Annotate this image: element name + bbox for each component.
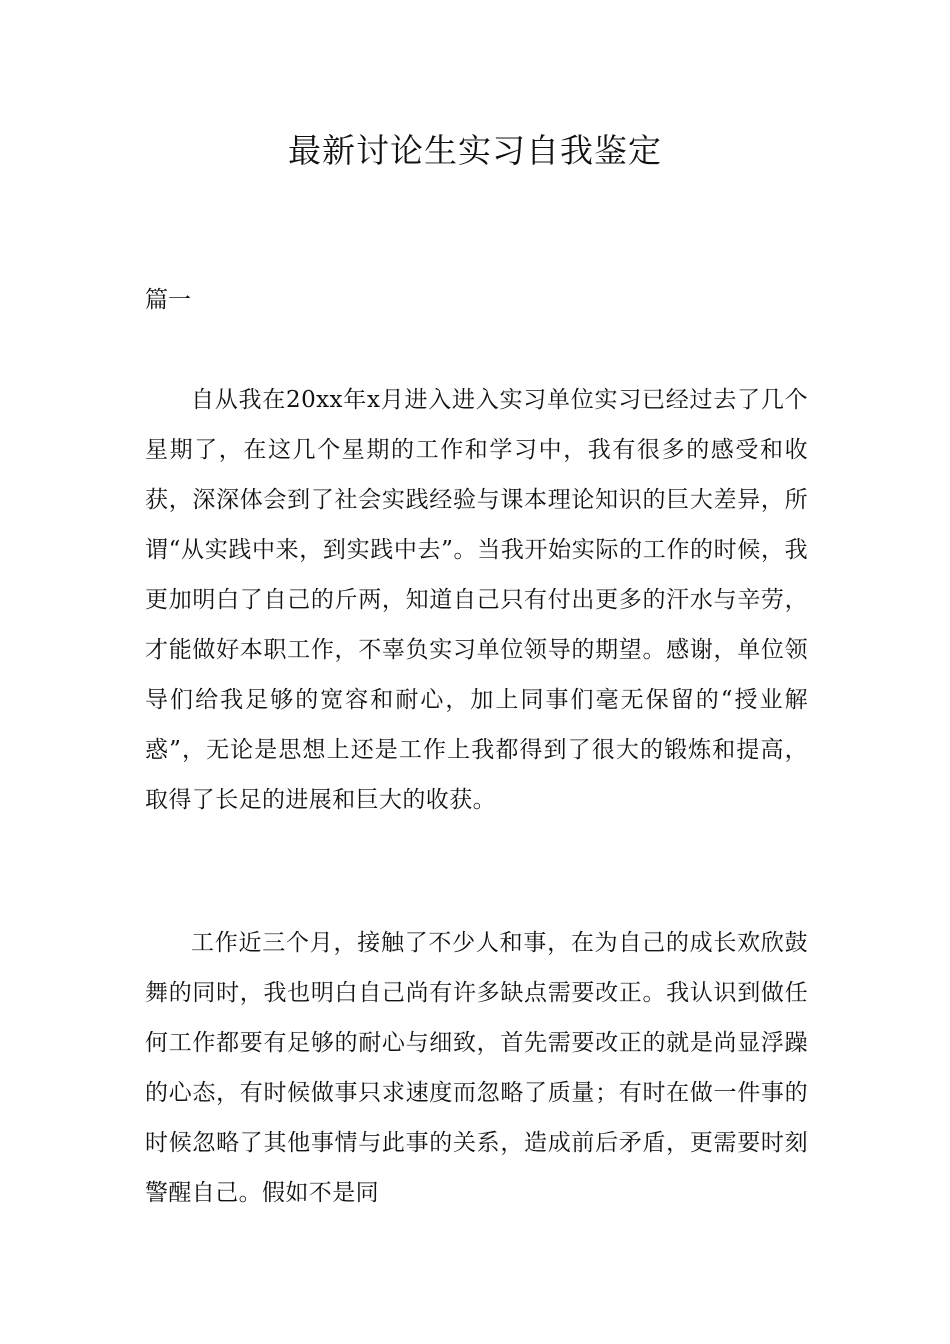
document-title: 最新讨论生实习自我鉴定 bbox=[288, 131, 662, 170]
paragraph-1: 自从我在20xx年x月进入进入实习单位实习已经过去了几个星期了，在这几个星期的工作和学习中，我有很多的感受和收获，深深体会到了社会实践经验与课本理论知识的巨大差异，所谓“从实践中来，到实践中去”。当我开始实际的工作的时候，我更加明白了自己的斤两，知道自己只有付出更多的汗水与辛劳，才能做好本职工作，不辜负实习单位领导的期望。感谢，单位领导们给我足够的宽容和耐心，加上同事们毫无保留的“授业解惑”，无论是思想上还是工作上我都得到了很大的锻炼和提高，取得了长足的进展和巨大的收获。 bbox=[145, 387, 808, 813]
section-label: 篇一 bbox=[145, 287, 191, 313]
paragraph-2: 工作近三个月，接触了不少人和事，在为自己的成长欢欣鼓舞的同时，我也明白自己尚有许多缺点需要改正。我认识到做任何工作都要有足够的耐心与细致，首先需要改正的就是尚显浮躁的心态，有时候做事只求速度而忽略了质量；有时在做一件事的时候忽略了其他事情与此事的关系，造成前后矛盾，更需要时刻警醒自己。假如不是同 bbox=[145, 930, 808, 1206]
